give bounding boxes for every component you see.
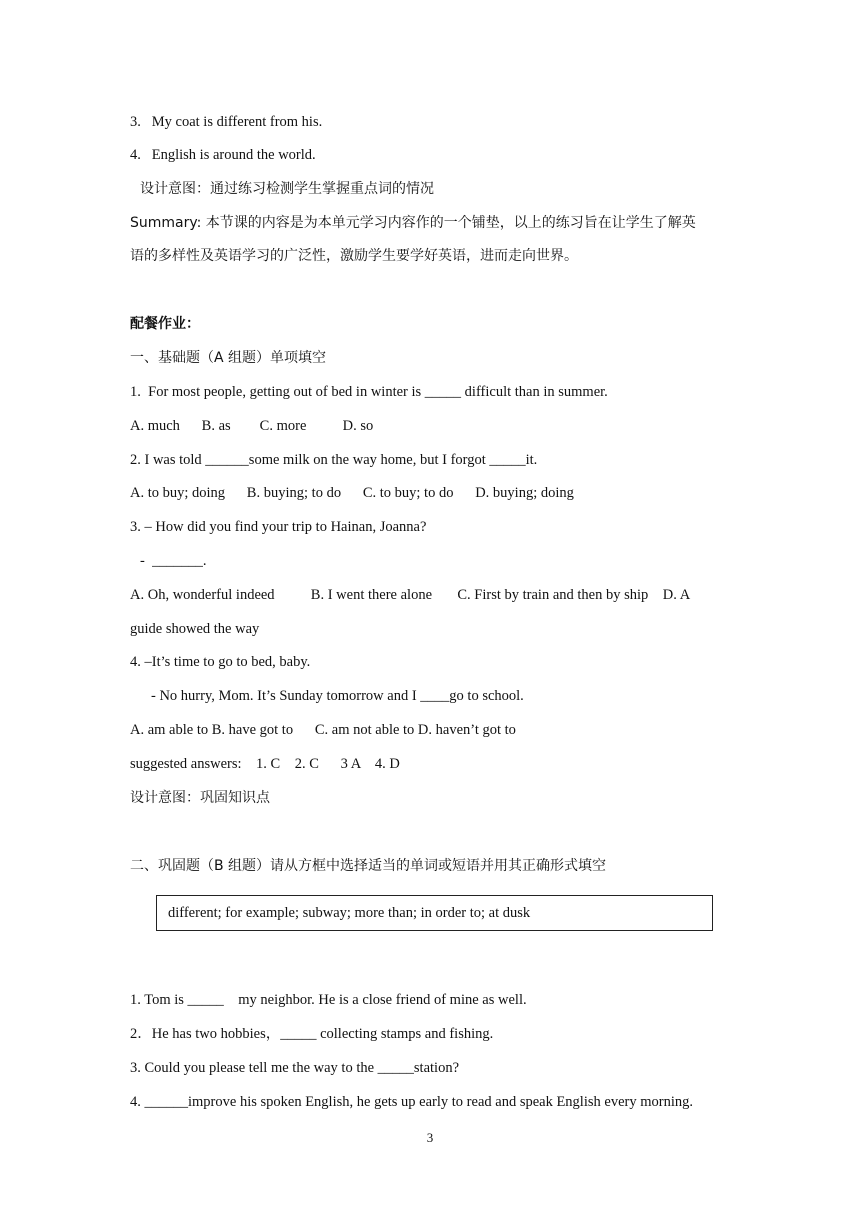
question-4: 4. –It’s time to go to bed, baby. <box>130 654 311 670</box>
summary-line-1: Summary: 本节课的内容是为本单元学习内容作的一个铺垫，以上的练习旨在让学生了解英 <box>130 215 696 231</box>
fill-question-1: 1. Tom is _____ my neighbor. He is a close friend of mine as well. <box>130 992 527 1008</box>
text-line-1: 3. My coat is different from his. <box>130 114 323 130</box>
fill-question-4: 4. ______improve his spoken English, he gets up early to read and speak English every morning. <box>130 1094 693 1110</box>
section-b-heading: 二、巩固题（B 组题）请从方框中选择适当的单词或短语并用其正确形式填空 <box>130 858 607 874</box>
question-4-reply: - No hurry, Mom. It’s Sunday tomorrow and I ____go to school. <box>151 688 524 704</box>
homework-heading: 配餐作业： <box>130 316 200 332</box>
question-4-options: A. am able to B. have got to C. am not able to D. haven’t got to <box>130 722 516 738</box>
question-1-options: A. much B. as C. more D. so <box>130 418 374 434</box>
summary-line-2: 语的多样性及英语学习的广泛性，激励学生要学好英语，进而走向世界。 <box>130 248 578 264</box>
design-intent-2: 设计意图：巩固知识点 <box>130 790 270 806</box>
suggested-answers: suggested answers: 1. C 2. C 3 A 4. D <box>130 756 400 772</box>
fill-question-2: 2．He has two hobbies，_____ collecting stamps and fishing. <box>130 1026 494 1042</box>
question-1: 1. For most people, getting out of bed in winter is _____ difficult than in summer. <box>130 384 608 400</box>
question-3-options: A. Oh, wonderful indeed B. I went there alone C. First by train and then by ship D. A <box>130 587 691 603</box>
question-3-options-cont: guide showed the way <box>130 621 260 637</box>
design-intent-1: 设计意图：通过练习检测学生掌握重点词的情况 <box>140 181 434 197</box>
question-3: 3. – How did you find your trip to Hainan, Joanna? <box>130 519 427 535</box>
section-a-heading: 一、基础题（A 组题）单项填空 <box>130 350 327 366</box>
page-number: 3 <box>426 1130 434 1145</box>
word-box-text: different; for example; subway; more than; in order to; at dusk <box>168 905 531 921</box>
question-2-options: A. to buy; doing B. buying; to do C. to buy; to do D. buying; doing <box>130 485 574 501</box>
text-line-2: 4. English is around the world. <box>130 147 316 163</box>
question-3-answer-blank: - _______. <box>140 553 207 569</box>
fill-question-3: 3. Could you please tell me the way to the _____station? <box>130 1060 460 1076</box>
question-2: 2. I was told ______some milk on the way home, but I forgot _____it. <box>130 452 538 468</box>
word-box <box>156 895 713 931</box>
